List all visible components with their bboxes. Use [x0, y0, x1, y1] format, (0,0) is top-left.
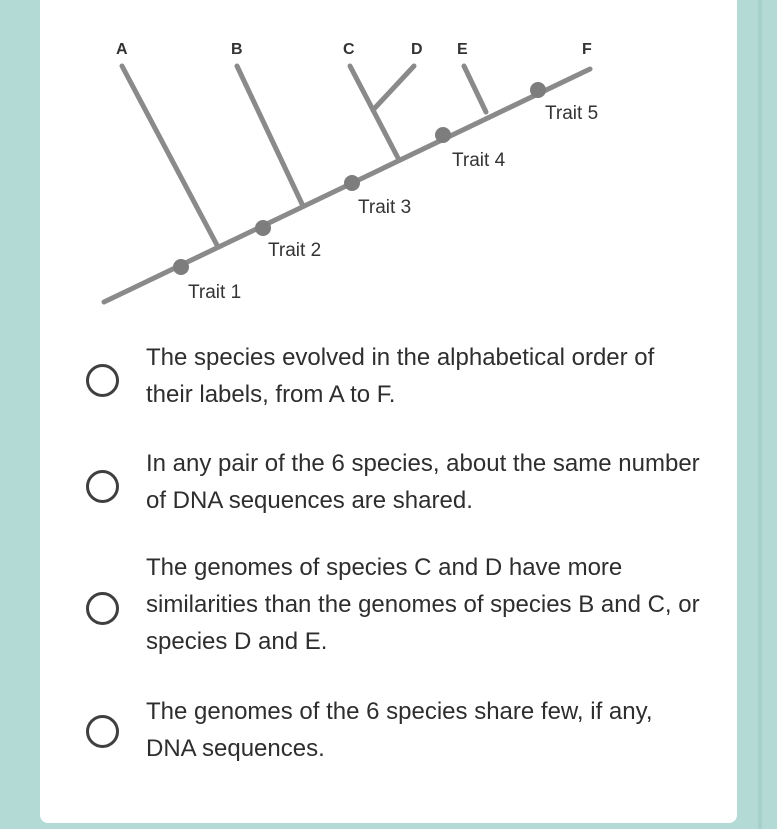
- option-text-1: The species evolved in the alphabetical order of their labels, from A to F.: [146, 344, 655, 408]
- trait-node-4: [435, 127, 451, 143]
- trait-label-2: Trait 2: [268, 240, 322, 261]
- trait-node-5: [530, 82, 546, 98]
- radio-button-3[interactable]: [86, 592, 119, 625]
- option-text-2: In any pair of the 6 species, about the same number of DNA sequences are shared.: [146, 450, 700, 514]
- trait-node-3: [344, 175, 360, 191]
- species-label-c: C: [343, 41, 355, 58]
- species-label-b: B: [231, 41, 243, 58]
- branch-d: [373, 66, 414, 110]
- trait-label-4: Trait 4: [452, 150, 506, 171]
- radio-button-2[interactable]: [86, 470, 119, 503]
- trait-node-2: [255, 220, 271, 236]
- branch-c: [350, 66, 373, 110]
- trait-label-1: Trait 1: [188, 282, 242, 303]
- branch-b: [237, 66, 303, 206]
- species-label-a: A: [116, 41, 128, 58]
- branch-cd: [373, 110, 398, 158]
- species-label-d: D: [411, 41, 423, 58]
- species-label-f: F: [582, 41, 592, 58]
- trait-node-1: [173, 259, 189, 275]
- trait-label-5: Trait 5: [545, 103, 599, 124]
- species-label-e: E: [457, 41, 468, 58]
- trait-label-3: Trait 3: [358, 197, 412, 218]
- cladogram: [0, 0, 777, 330]
- option-text-4: The genomes of the 6 species share few, if any, DNA sequences.: [146, 698, 653, 762]
- radio-button-4[interactable]: [86, 715, 119, 748]
- branch-a: [122, 66, 218, 247]
- branch-e: [464, 66, 486, 112]
- option-text-3: The genomes of species C and D have more similarities than the genomes of species B and C, or species D and E.: [146, 554, 700, 655]
- radio-button-1[interactable]: [86, 364, 119, 397]
